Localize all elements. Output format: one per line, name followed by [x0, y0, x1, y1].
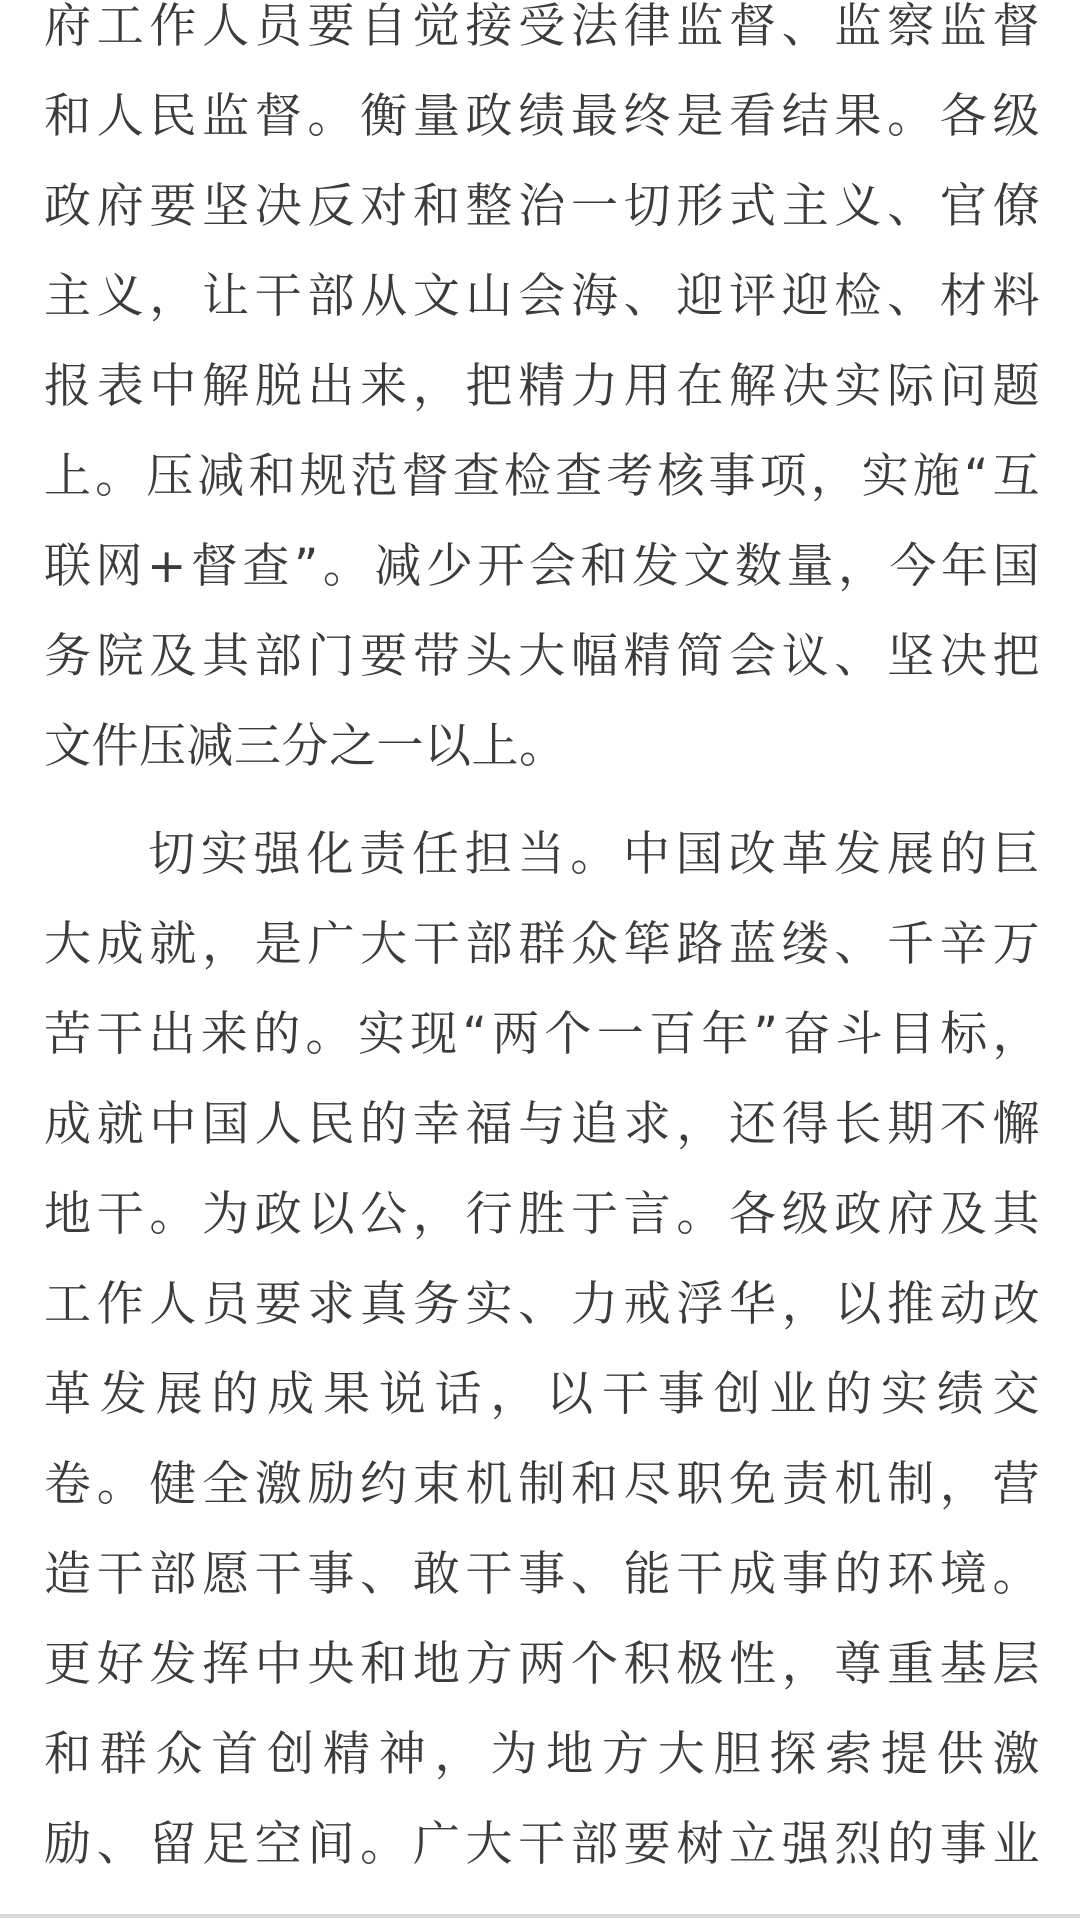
- text-line: 政府要坚决反对和整治一切形式主义、官僚: [44, 179, 1040, 234]
- text-line: 切实强化责任担当。中国改革发展的巨: [148, 827, 1040, 882]
- paragraph-gap: [44, 792, 1040, 810]
- text-line: 联网+督查”。减少开会和发文数量，今年国: [44, 539, 1040, 594]
- text-line: 报表中解脱出来，把精力用在解决实际问题: [44, 359, 1040, 414]
- text-line: 主义，让干部从文山会海、迎评迎检、材料: [44, 269, 1040, 324]
- text-line: 地干。为政以公，行胜于言。各级政府及其: [44, 1187, 1040, 1242]
- text-line: 励、留足空间。广大干部要树立强烈的事业: [44, 1817, 1040, 1872]
- text-line: 更好发挥中央和地方两个积极性，尊重基层: [44, 1637, 1040, 1692]
- text-line: 苦干出来的。实现“两个一百年”奋斗目标，: [44, 1007, 1040, 1062]
- text-line: 成就中国人民的幸福与追求，还得长期不懈: [44, 1097, 1040, 1152]
- text-line: 上。压减和规范督查检查考核事项，实施“互: [44, 449, 1040, 504]
- text-line: 卷。健全激励约束机制和尽职免责机制，营: [44, 1457, 1040, 1512]
- text-line: 文件压减三分之一以上。: [44, 719, 567, 774]
- text-line: 和人民监督。衡量政绩最终是看结果。各级: [44, 89, 1040, 144]
- text-line: 和群众首创精神，为地方大胆探索提供激: [44, 1727, 1040, 1782]
- text-line: 大成就，是广大干部群众筚路蓝缕、千辛万: [44, 917, 1040, 972]
- text-line: 务院及其部门要带头大幅精简会议、坚决把: [44, 629, 1040, 684]
- bottom-divider: [0, 1914, 1080, 1918]
- article-body: [44, 0, 1040, 1890]
- paragraph-2: [44, 810, 1040, 1890]
- text-line: 工作人员要求真务实、力戒浮华，以推动改: [44, 1277, 1040, 1332]
- text-line: 革发展的成果说话，以干事创业的实绩交: [44, 1367, 1040, 1422]
- paragraph-1: [44, 0, 1040, 792]
- text-line: 府工作人员要自觉接受法律监督、监察监督: [44, 0, 1040, 54]
- text-line: 造干部愿干事、敢干事、能干成事的环境。: [44, 1547, 1040, 1602]
